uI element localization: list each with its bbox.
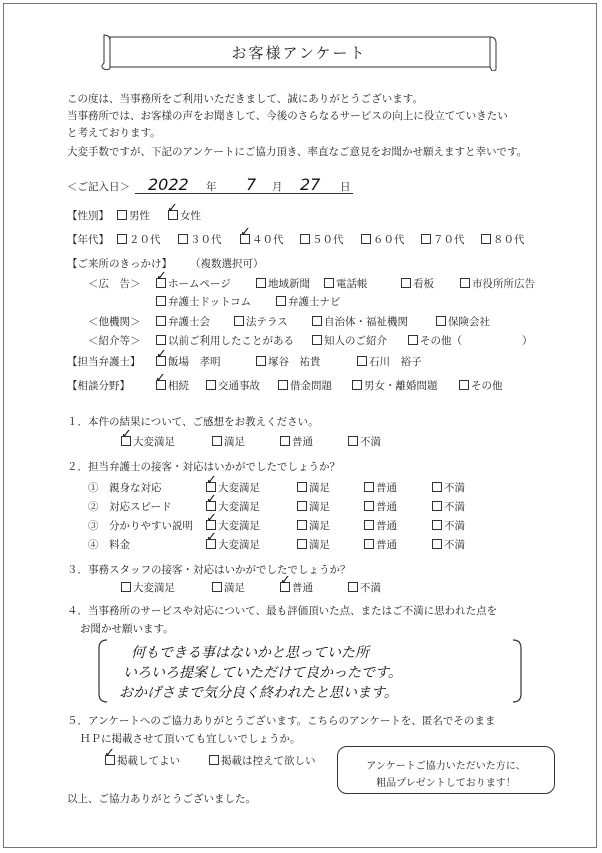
title-banner <box>100 33 498 71</box>
date-day-unit: 日 <box>340 181 351 193</box>
intro-option-other-close: ） <box>522 335 533 347</box>
check-mark-icon: ✓ <box>206 511 217 526</box>
q2-row-label: ③ 分かりやすい説明 <box>88 520 193 532</box>
gender-option-male[interactable]: 男性 <box>117 210 150 223</box>
page-title: お客様アンケート <box>231 44 367 62</box>
date-month[interactable]: 7 <box>246 175 257 194</box>
field-option-traffic[interactable]: 交通事故 <box>206 380 260 393</box>
q1-option-average[interactable]: 普通 <box>280 436 313 449</box>
q4-answer-line-3[interactable]: おかげさまで気分良く終われたと思います。 <box>119 685 398 701</box>
date-month-unit: 月 <box>272 181 283 193</box>
q3-option-very-satisfied[interactable]: 大変満足 <box>121 582 175 595</box>
q2-row3-very-satisfied[interactable]: 大変満足 <box>206 520 260 533</box>
visit-label: 【ご来所のきっかけ】 <box>67 258 172 270</box>
check-mark-icon: ✓ <box>155 371 166 386</box>
q5-text-line-2: ＨＰに掲載させて頂いても宜しいでしょうか。 <box>80 733 301 745</box>
checkbox[interactable] <box>117 210 127 220</box>
age-label: 【年代】 <box>67 234 109 246</box>
q2-row4-very-satisfied[interactable]: 大変満足 <box>206 539 260 552</box>
q5-option-allow[interactable]: 掲載してよい <box>105 755 180 768</box>
ad-label: ＜広 告＞ <box>88 278 141 290</box>
check-mark-icon: ✓ <box>121 427 132 442</box>
field-option-other[interactable]: その他 <box>459 380 503 393</box>
other-option-houterasu[interactable]: 法テラス <box>234 316 288 329</box>
q2-text: ２．担当弁護士の接客・対応はいかがでしたでしょうか？ <box>67 461 340 473</box>
date-day[interactable]: 27 <box>300 175 321 194</box>
visit-note: （複数選択可） <box>190 258 264 270</box>
field-option-divorce[interactable]: 男女・離婚問題 <box>352 380 438 393</box>
closing-text: 以上、ご協力ありがとうございました。 <box>67 793 256 805</box>
intro-line-4: 大変手数ですが、下記のアンケートにご協力頂き、率直なご意見をお聞かせ願えますと幸いです。 <box>67 146 528 158</box>
age-option-80s[interactable]: ８０代 <box>481 234 525 247</box>
q2-row3-average[interactable]: 普通 <box>364 520 397 533</box>
ad-option-city-hall[interactable]: 市役所所広告 <box>460 278 535 291</box>
q2-row1-average[interactable]: 普通 <box>364 482 397 495</box>
check-mark-icon: ✓ <box>240 225 251 240</box>
q1-text: １．本件の結果について、ご感想をお教えください。 <box>67 416 319 428</box>
check-mark-icon: ✓ <box>206 473 217 488</box>
q2-row2-very-satisfied[interactable]: 大変満足 <box>206 501 260 514</box>
field-option-debt[interactable]: 借金問題 <box>278 380 332 393</box>
q2-row-label: ② 対応スピード <box>88 501 172 513</box>
ad-option-homepage[interactable]: ホームページ <box>156 278 231 291</box>
date-year[interactable]: 2022 <box>148 175 189 194</box>
field-label: 【相談分野】 <box>67 380 130 392</box>
age-option-70s[interactable]: ７０代 <box>421 234 465 247</box>
q3-option-satisfied[interactable]: 満足 <box>212 582 245 595</box>
date-year-unit: 年 <box>206 181 217 193</box>
ad-option-local-paper[interactable]: 地域新聞 <box>256 278 310 291</box>
q2-row1-satisfied[interactable]: 満足 <box>297 482 330 495</box>
ad-option-signboard[interactable]: 看板 <box>401 278 434 291</box>
q2-row4-dissatisfied[interactable]: 不満 <box>432 539 465 552</box>
field-option-inheritance[interactable]: 相続 <box>156 380 189 393</box>
ad-option-bengoshi-navi[interactable]: 弁護士ナビ <box>276 296 341 309</box>
gift-note-line-2: 粗品プレゼントしております！ <box>376 778 516 789</box>
q2-row4-average[interactable]: 普通 <box>364 539 397 552</box>
q1-option-dissatisfied[interactable]: 不満 <box>348 436 381 449</box>
q2-row3-satisfied[interactable]: 満足 <box>297 520 330 533</box>
q5-option-decline[interactable]: 掲載は控えて欲しい <box>209 755 316 768</box>
q4-text-line-2: お聞かせ願います。 <box>80 623 174 635</box>
check-mark-icon: ✓ <box>280 573 291 588</box>
q2-row1-dissatisfied[interactable]: 不満 <box>432 482 465 495</box>
q2-row4-satisfied[interactable]: 満足 <box>297 539 330 552</box>
lawyer-label: 【担当弁護士】 <box>67 356 141 368</box>
intro-source-label: ＜紹介等＞ <box>88 335 141 347</box>
q2-row2-satisfied[interactable]: 満足 <box>297 501 330 514</box>
q2-row3-dissatisfied[interactable]: 不満 <box>432 520 465 533</box>
gift-note-box <box>337 746 555 794</box>
q4-answer-line-2[interactable]: いろいろ提案していただけて良かったです。 <box>123 665 402 681</box>
intro-option-other[interactable]: その他（ <box>408 335 462 348</box>
q1-option-satisfied[interactable]: 満足 <box>212 436 245 449</box>
check-mark-icon: ✓ <box>156 347 167 362</box>
q2-row2-average[interactable]: 普通 <box>364 501 397 514</box>
gender-label: 【性別】 <box>67 210 109 222</box>
q4-text-line-1: ４．当事務所のサービスや対応について、最も評価頂いた点、またはご不満に思われた点を <box>67 605 498 617</box>
age-option-30s[interactable]: ３０代 <box>178 234 222 247</box>
q2-row-label: ④ 料金 <box>88 539 130 551</box>
intro-option-previous[interactable]: 以前ご利用したことがある <box>156 335 294 348</box>
check-mark-icon: ✓ <box>206 530 217 545</box>
q4-answer-line-1[interactable]: 何もできる事はないかと思っていた所 <box>131 645 369 661</box>
q2-row2-dissatisfied[interactable]: 不満 <box>432 501 465 514</box>
gift-note-line-1: アンケートご協力いただいた方に、 <box>366 761 526 772</box>
intro-line-3: と考えております。 <box>67 127 161 139</box>
date-label: ＜ご記入日＞ <box>67 181 130 193</box>
other-option-insurance[interactable]: 保険会社 <box>436 316 490 329</box>
check-mark-icon: ✓ <box>156 269 167 284</box>
age-option-60s[interactable]: ６０代 <box>361 234 405 247</box>
check-mark-icon: ✓ <box>104 746 115 761</box>
ad-option-bengoshi-dotcom[interactable]: 弁護士ドットコム <box>156 296 251 309</box>
age-option-50s[interactable]: ５０代 <box>300 234 344 247</box>
other-option-bar[interactable]: 弁護士会 <box>156 316 210 329</box>
q1-option-very-satisfied[interactable]: 大変満足 <box>121 436 175 449</box>
other-label: ＜他機関＞ <box>88 316 141 328</box>
q3-option-average[interactable]: 普通 <box>280 582 313 595</box>
age-option-20s[interactable]: ２０代 <box>117 234 161 247</box>
q2-row-label: ① 親身な対応 <box>88 482 162 494</box>
check-mark-icon: ✓ <box>167 201 178 216</box>
q3-option-dissatisfied[interactable]: 不満 <box>348 582 381 595</box>
intro-line-1: この度は、当事務所をご利用いただきまして、誠にありがとうございます。 <box>67 93 423 105</box>
age-option-40s[interactable]: ４０代 <box>240 234 284 247</box>
lawyer-option-2[interactable]: 塚谷 祐貴 <box>256 356 321 369</box>
lawyer-option-1[interactable]: 飯場 孝明 <box>156 356 221 369</box>
ad-option-phonebook[interactable]: 電話帳 <box>324 278 368 291</box>
check-mark-icon: ✓ <box>206 492 217 507</box>
q5-text-line-1: ５．アンケートへのご協力ありがとうございます。こちらのアンケートを、匿名でそのまま <box>67 715 496 727</box>
other-option-municipal[interactable]: 自治体・福祉機関 <box>312 316 408 329</box>
intro-line-2: 当事務所では、お客様の声をお聞きして、今後のさらなるサービスの向上に役立てていきたい <box>67 110 508 122</box>
gender-option-female[interactable]: 女性 <box>168 210 201 223</box>
intro-option-acquaintance[interactable]: 知人のご紹介 <box>312 335 387 348</box>
q3-text: ３．事務スタッフの接客・対応はいかがでしたでしょうか？ <box>67 564 351 576</box>
q2-row1-very-satisfied[interactable]: 大変満足 <box>206 482 260 495</box>
lawyer-option-3[interactable]: 石川 裕子 <box>357 356 422 369</box>
